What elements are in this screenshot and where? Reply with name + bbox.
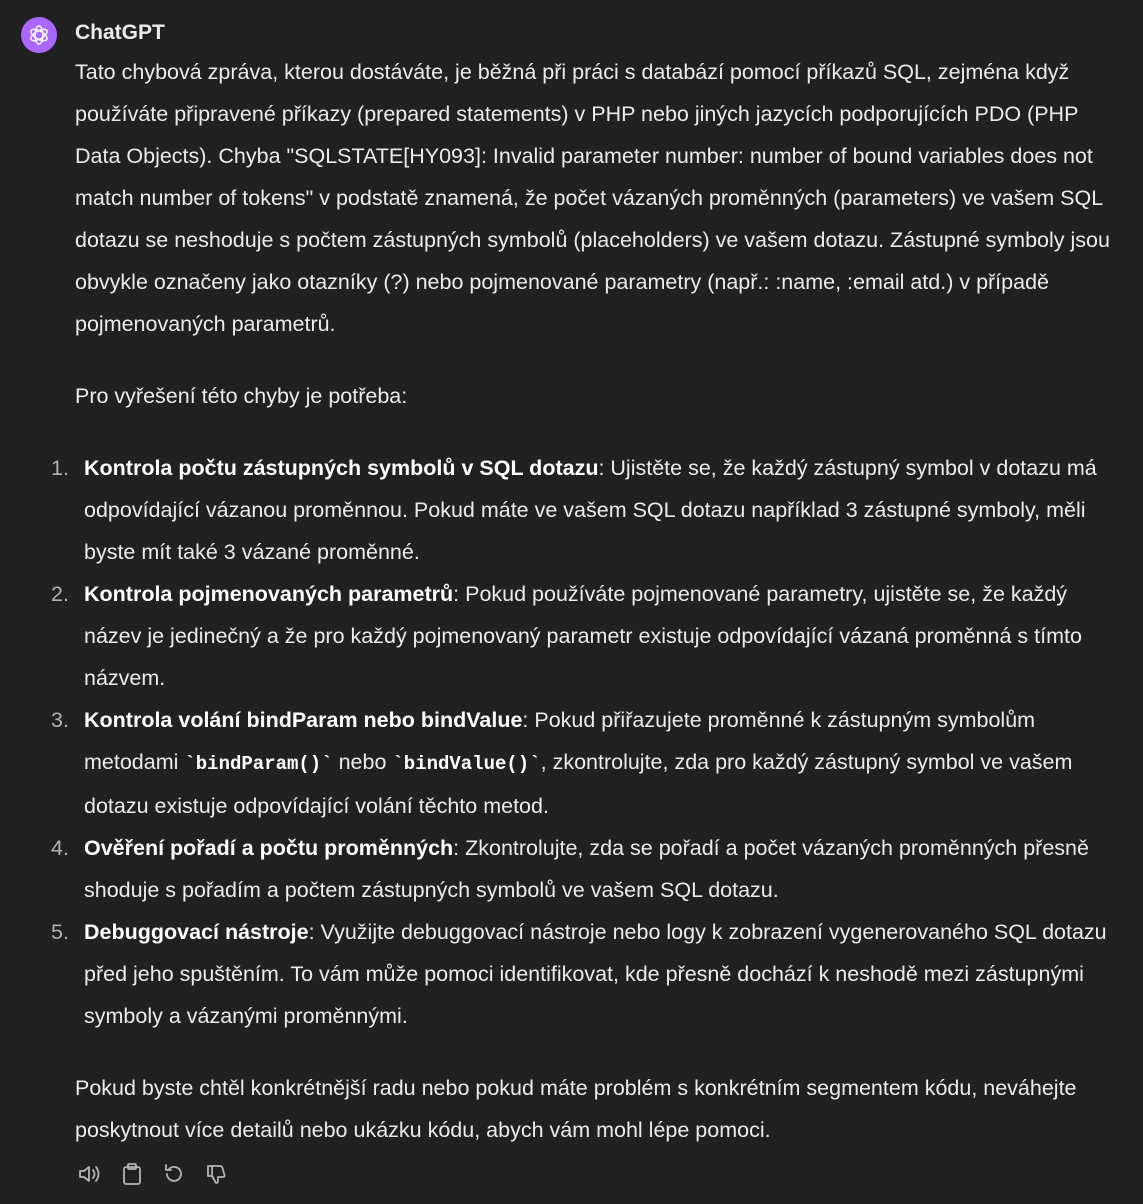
regenerate-icon <box>162 1162 186 1186</box>
intro-paragraph: Tato chybová zpráva, kterou dostáváte, je běžná při práci s databází pomocí příkazů SQL, zejména když používáte připravené příkazy (prepared statements) v PHP nebo jiných jazycích podporujících PDO (PHP Data Objects). Chyba "SQLSTATE[HY093]: Invalid parameter number: number of bound variables does not match number of tokens" v podstatě znamená, že počet vázaných proměnných (parameters) ve vašem SQL dotazu se neshoduje s počtem zástupných symbolů (placeholders) ve vašem dotazu. Zástupné symboly jsou obvykle označeny jako otazníky (?) nebo pojmenované parametry (např.: :name, :email atd.) v případě pojmenovaných parametrů. <box>75 60 1110 336</box>
message-author: ChatGPT <box>75 21 165 44</box>
list-number: 2. <box>51 582 69 606</box>
regenerate-button[interactable] <box>159 1160 189 1188</box>
read-aloud-button[interactable] <box>75 1160 105 1188</box>
inline-code: `bindValue()` <box>392 753 541 775</box>
item-title: Kontrola pojmenovaných parametrů <box>84 582 454 606</box>
list-item <box>51 699 1125 827</box>
item-title: Debuggovací nástroje <box>84 920 309 944</box>
thumbs-down-button[interactable] <box>201 1160 231 1188</box>
avatar <box>21 17 57 53</box>
outro-paragraph: Pokud byste chtěl konkrétnější radu nebo pokud máte problém s konkrétním segmentem kódu, neváhejte poskytnout více detailů nebo ukázku kódu, abych vám mohl lépe pomoci. <box>75 1076 1077 1142</box>
item-text: , zkontrolujte, zda pro každý zástupný symbol ve vašem dotazu existuje odpovídající volání těchto metod. <box>84 750 1073 818</box>
list-item <box>51 911 1125 1037</box>
copy-icon <box>121 1162 143 1186</box>
item-title: Kontrola volání bindParam nebo bindValue <box>84 708 523 732</box>
list-number: 1. <box>51 456 69 480</box>
item-title: Kontrola počtu zástupných symbolů v SQL dotazu <box>84 456 599 480</box>
item-text: : Zkontrolujte, zda se pořadí a počet vázaných proměnných přesně shoduje s pořadím a počtem zástupných symbolů ve vašem SQL dotazu. <box>84 836 1089 902</box>
inline-code: `bindParam()` <box>184 753 333 775</box>
item-text: : Pokud přiřazujete proměnné k zástupným symbolům metodami <box>84 708 1036 774</box>
list-item <box>51 447 1125 573</box>
item-text: nebo <box>332 750 393 774</box>
steps-list <box>51 447 1125 1037</box>
list-item <box>51 827 1125 911</box>
list-number: 4. <box>51 836 69 860</box>
list-item <box>51 573 1125 699</box>
lead-paragraph: Pro vyřešení této chyby je potřeba: <box>75 384 408 408</box>
list-number: 5. <box>51 920 69 944</box>
read-aloud-icon <box>77 1162 103 1186</box>
list-number: 3. <box>51 708 69 732</box>
message-content <box>51 51 1125 1151</box>
item-text: : Využijte debuggovací nástroje nebo logy k zobrazení vygenerovaného SQL dotazu před jeho spuštěním. To vám může pomoci identifikovat, kde přesně dochází k neshodě mezi zástupnými symboly a vázanými proměnnými. <box>84 920 1107 1028</box>
message-actions <box>75 1160 231 1188</box>
item-text: : Ujistěte se, že každý zástupný symbol v dotazu má odpovídající vázanou proměnnou. Pokud máte ve vašem SQL dotazu například 3 zástupné symboly, měli byste mít také 3 vázané proměnné. <box>84 456 1097 564</box>
openai-logo-icon <box>27 23 51 47</box>
item-text: : Pokud používáte pojmenované parametry, ujistěte se, že každý název je jedinečný a že pro každý pojmenovaný parametr existuje odpovídající vázaná proměnná s tímto názvem. <box>84 582 1082 690</box>
item-title: Ověření pořadí a počtu proměnných <box>84 836 454 860</box>
copy-button[interactable] <box>117 1160 147 1188</box>
thumbs-down-icon <box>204 1162 228 1186</box>
